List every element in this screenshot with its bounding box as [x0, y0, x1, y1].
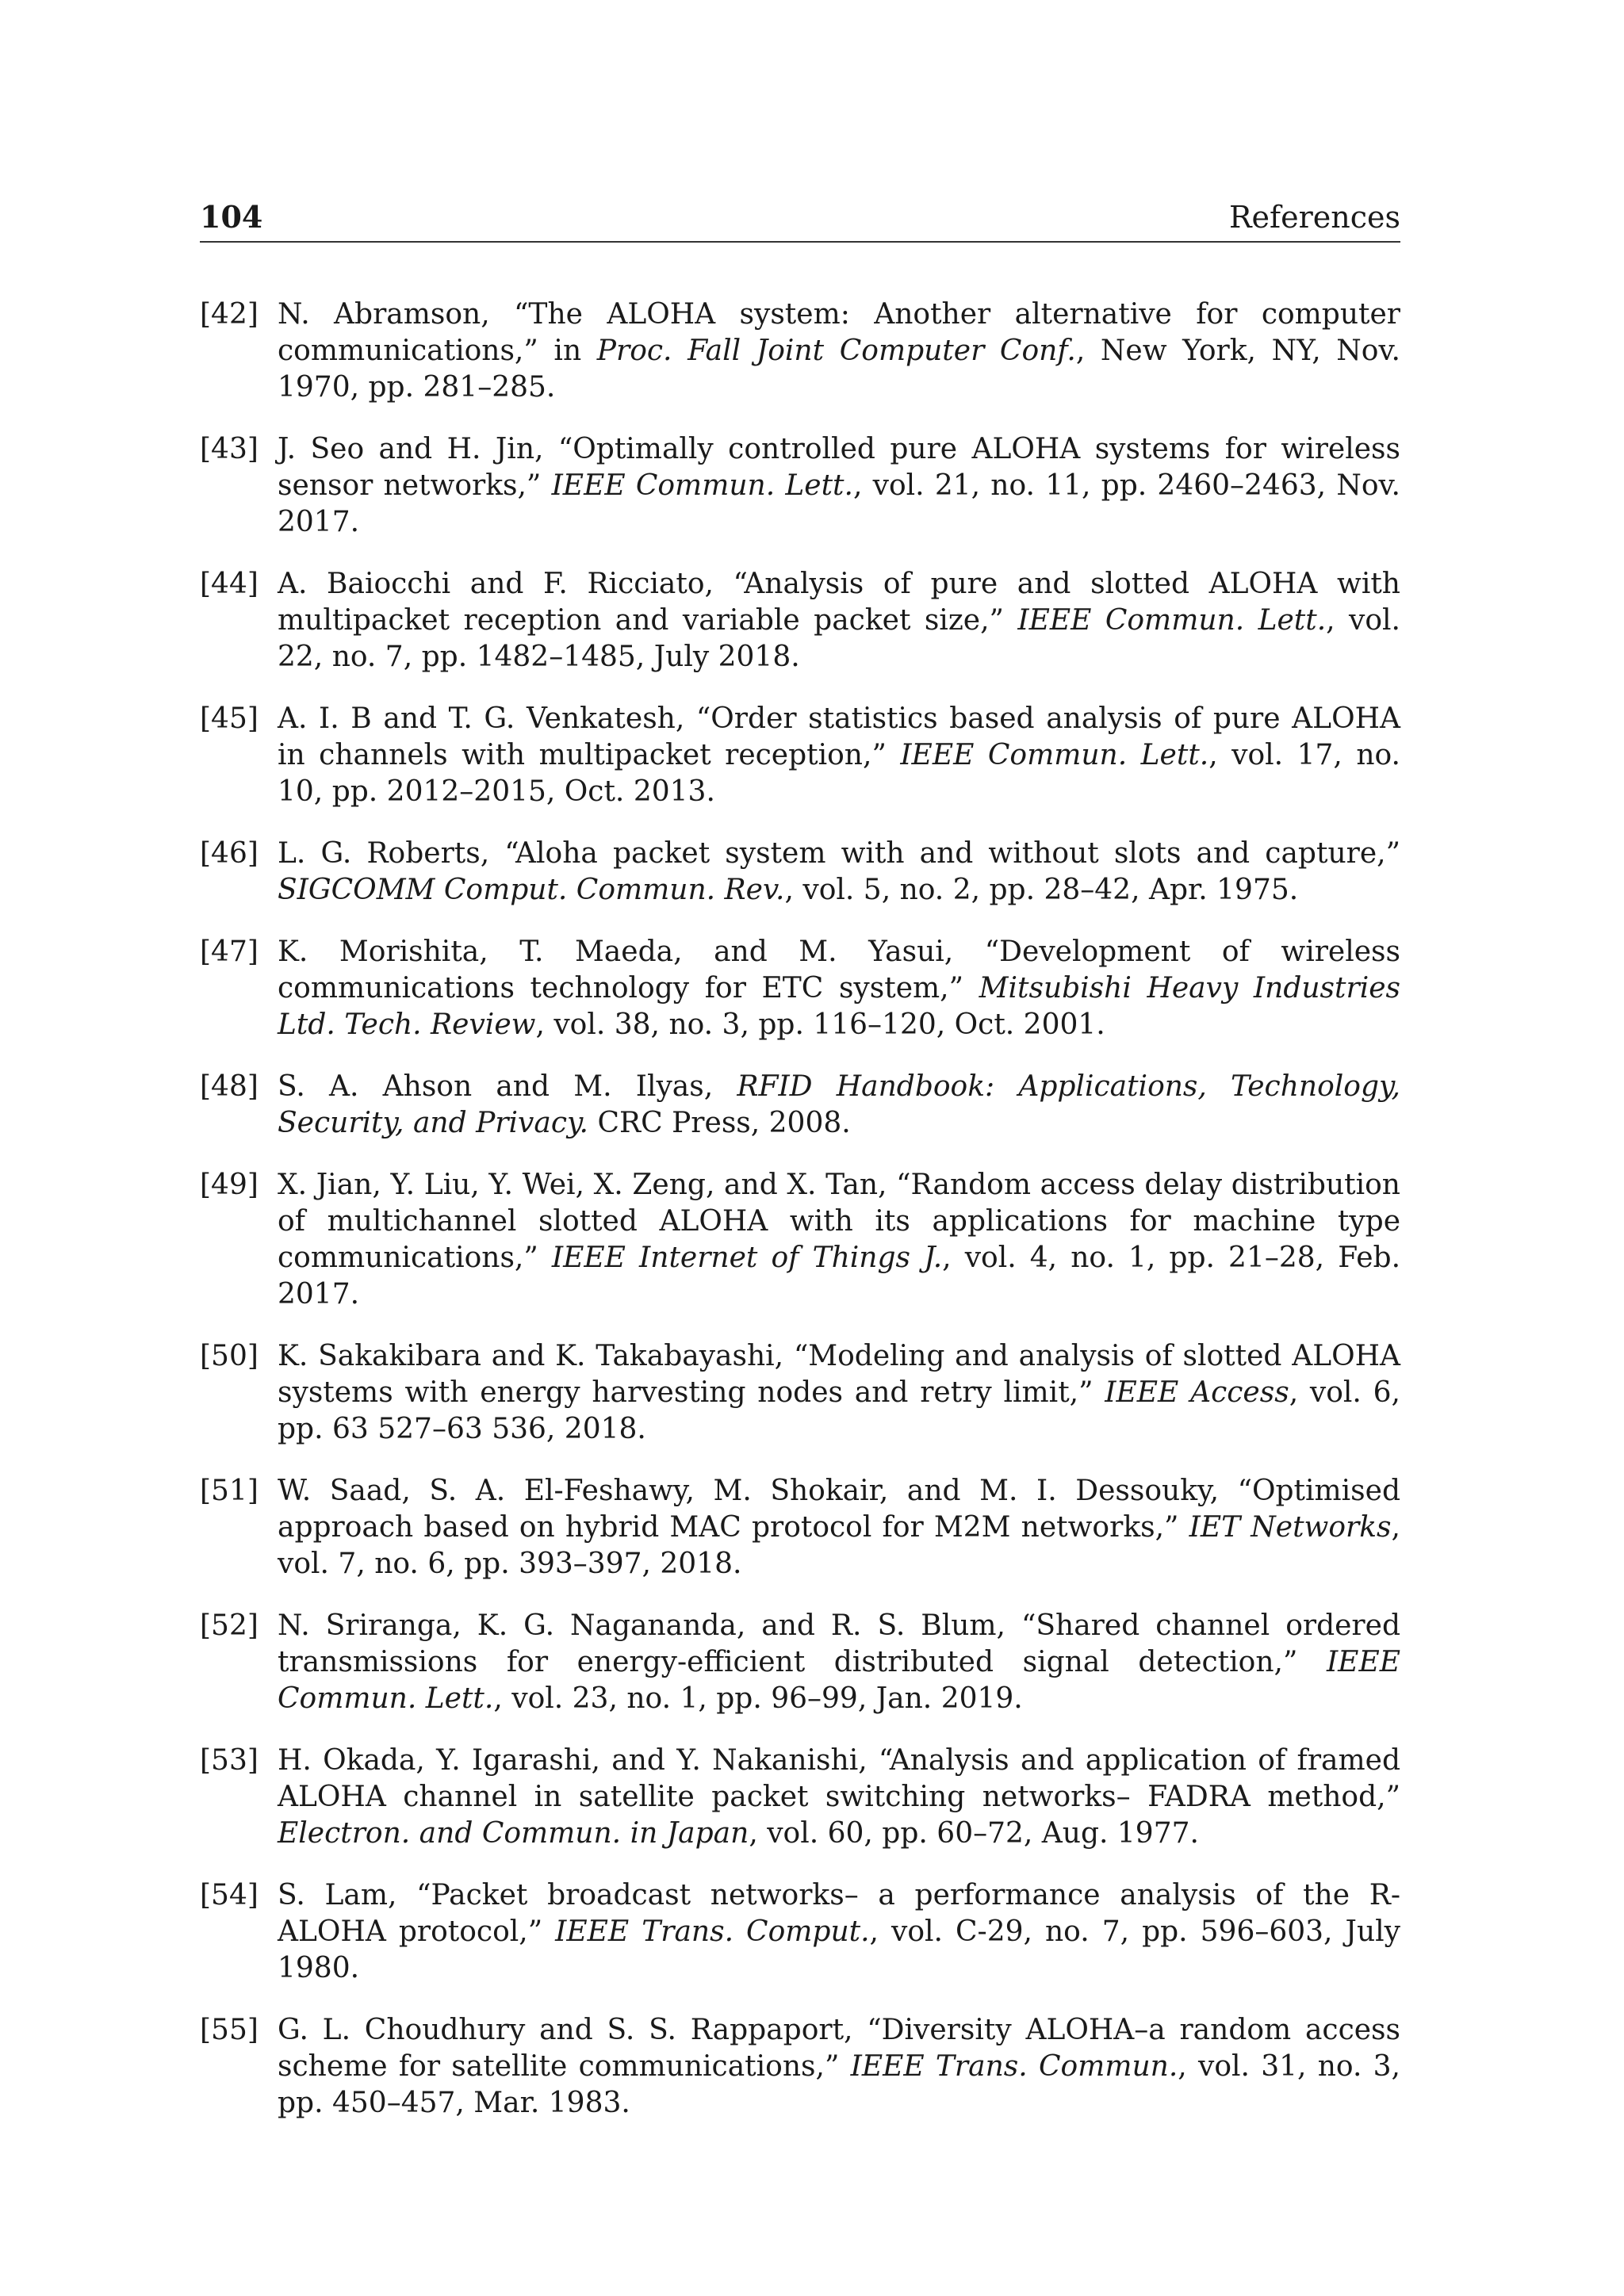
reference-venue: IEEE Internet of Things J.: [551, 1242, 943, 1274]
reference-venue: IEEE Commun. Lett.: [900, 739, 1209, 771]
reference-details: , vol. 31, no. 3, pp. 450–457, Mar. 1983.: [278, 2050, 1400, 2119]
reference-details: , vol. 38, no. 3, pp. 116–120, Oct. 2001.: [535, 1008, 1105, 1041]
reference-list: [200, 297, 1400, 2122]
reference-text: [278, 701, 1400, 810]
reference-authors-title: K. Sakakibara and K. Takabayashi, “Modeling and analysis of slotted ALOHA systems with energy harvesting nodes and retry limit,”: [278, 1340, 1400, 1409]
reference-label: [53]: [200, 1744, 259, 1777]
reference-venue: Electron. and Commun. in Japan: [278, 1817, 749, 1850]
reference-venue: IEEE Access: [1105, 1376, 1289, 1409]
reference-label: [55]: [200, 2014, 259, 2046]
reference-label: [52]: [200, 1609, 259, 1642]
reference-venue: IEEE Trans. Commun.: [850, 2050, 1178, 2083]
reference-entry: [200, 2012, 1400, 2122]
reference-details: , vol. 4, no. 1, pp. 21–28, Feb. 2017.: [278, 1242, 1401, 1311]
reference-text: [278, 1069, 1400, 1142]
reference-entry: [200, 431, 1400, 541]
reference-venue: IEEE Commun. Lett.: [1017, 604, 1327, 637]
reference-authors-title: G. L. Choudhury and S. S. Rappaport, “Diversity ALOHA–a random access scheme for satellite communications,”: [278, 2014, 1400, 2083]
page: [200, 198, 1400, 2147]
reference-authors-title: K. Morishita, T. Maeda, and M. Yasui, “Development of wireless communications technology for ETC system,”: [278, 936, 1400, 1004]
reference-text: [278, 1877, 1400, 1987]
reference-venue: SIGCOMM Comput. Commun. Rev.: [278, 874, 785, 906]
reference-label: [51]: [200, 1475, 259, 1507]
reference-authors-title: X. Jian, Y. Liu, Y. Wei, X. Zeng, and X. Tan, “Random access delay distribution of multichannel slotted ALOHA with its applications for machine type communications,”: [278, 1169, 1400, 1274]
reference-text: [278, 2012, 1400, 2122]
reference-text: [278, 1338, 1400, 1448]
reference-label: [45]: [200, 702, 259, 735]
reference-authors-title: N. Abramson, “The ALOHA system: Another alternative for computer communications,” in: [278, 298, 1400, 367]
reference-text: [278, 431, 1400, 541]
reference-label: [54]: [200, 1879, 259, 1911]
reference-details: , vol. 17, no. 10, pp. 2012–2015, Oct. 2013.: [278, 739, 1400, 808]
reference-entry: [200, 1877, 1400, 1987]
reference-authors-title: L. G. Roberts, “Aloha packet system with and without slots and capture,”: [278, 837, 1400, 870]
reference-details: , New York, NY, Nov. 1970, pp. 281–285.: [278, 335, 1400, 404]
reference-entry: [200, 1473, 1400, 1582]
reference-entry: [200, 836, 1400, 909]
reference-text: [278, 836, 1400, 909]
reference-venue: RFID Handbook: Applications, Technology, Security, and Privacy.: [278, 1070, 1400, 1139]
reference-label: [43]: [200, 433, 259, 465]
reference-entry: [200, 701, 1400, 810]
reference-entry: [200, 566, 1400, 675]
reference-authors-title: H. Okada, Y. Igarashi, and Y. Nakanishi, “Analysis and application of framed ALOHA channel in satellite packet switching networks– FADRA method,”: [278, 1744, 1400, 1813]
reference-label: [49]: [200, 1169, 259, 1201]
reference-venue: Mitsubishi Heavy Industries Ltd. Tech. Review: [278, 972, 1400, 1041]
reference-label: [47]: [200, 936, 259, 968]
reference-authors-title: N. Sriranga, K. G. Nagananda, and R. S. Blum, “Shared channel ordered transmissions for energy-efficient distributed signal detection,”: [278, 1609, 1400, 1678]
reference-details: , vol. 7, no. 6, pp. 393–397, 2018.: [278, 1511, 1400, 1580]
reference-label: [42]: [200, 298, 259, 331]
reference-entry: [200, 1743, 1400, 1852]
reference-label: [48]: [200, 1070, 259, 1103]
reference-venue: IEEE Trans. Comput.: [555, 1915, 870, 1948]
reference-details: , vol. 23, no. 1, pp. 96–99, Jan. 2019.: [493, 1682, 1023, 1715]
reference-entry: [200, 1608, 1400, 1717]
reference-label: [50]: [200, 1340, 259, 1372]
reference-authors-title: A. Baiocchi and F. Ricciato, “Analysis of pure and slotted ALOHA with multipacket reception and variable packet size,”: [278, 568, 1400, 637]
section-title: References: [1228, 200, 1400, 235]
reference-venue: Proc. Fall Joint Computer Conf.: [596, 335, 1076, 367]
reference-venue: IEEE Commun. Lett.: [278, 1646, 1400, 1715]
reference-label: [44]: [200, 568, 259, 600]
reference-authors-title: S. A. Ahson and M. Ilyas,: [278, 1070, 737, 1103]
running-header: [200, 198, 1400, 243]
reference-entry: [200, 1069, 1400, 1142]
reference-text: [278, 1608, 1400, 1717]
reference-authors-title: J. Seo and H. Jin, “Optimally controlled pure ALOHA systems for wireless sensor networks,”: [278, 433, 1400, 502]
reference-text: [278, 1167, 1400, 1313]
reference-venue: IEEE Commun. Lett.: [551, 469, 853, 502]
reference-details: , vol. 60, pp. 60–72, Aug. 1977.: [749, 1817, 1199, 1850]
reference-authors-title: W. Saad, S. A. El-Feshawy, M. Shokair, and M. I. Dessouky, “Optimised approach based on hybrid MAC protocol for M2M networks,”: [278, 1475, 1400, 1544]
reference-entry: [200, 1338, 1400, 1448]
reference-details: , vol. C-29, no. 7, pp. 596–603, July 1980.: [278, 1915, 1400, 1984]
reference-details: , vol. 21, no. 11, pp. 2460–2463, Nov. 2017.: [278, 469, 1401, 538]
reference-entry: [200, 297, 1400, 406]
reference-authors-title: S. Lam, “Packet broadcast networks– a performance analysis of the R-ALOHA protocol,”: [278, 1879, 1400, 1948]
reference-text: [278, 566, 1400, 675]
reference-label: [46]: [200, 837, 259, 870]
reference-entry: [200, 1167, 1400, 1313]
reference-text: [278, 934, 1400, 1043]
reference-text: [278, 1473, 1400, 1582]
reference-text: [278, 1743, 1400, 1852]
reference-text: [278, 297, 1400, 406]
reference-authors-title: A. I. B and T. G. Venkatesh, “Order statistics based analysis of pure ALOHA in channels with multipacket reception,”: [278, 702, 1400, 771]
reference-venue: IET Networks: [1189, 1511, 1392, 1544]
reference-details: , vol. 5, no. 2, pp. 28–42, Apr. 1975.: [784, 874, 1299, 906]
reference-entry: [200, 934, 1400, 1043]
reference-details: , vol. 22, no. 7, pp. 1482–1485, July 2018.: [278, 604, 1400, 673]
reference-details: , vol. 6, pp. 63 527–63 536, 2018.: [278, 1376, 1400, 1445]
reference-details: CRC Press, 2008.: [588, 1107, 851, 1139]
page-number: 104: [200, 199, 263, 235]
